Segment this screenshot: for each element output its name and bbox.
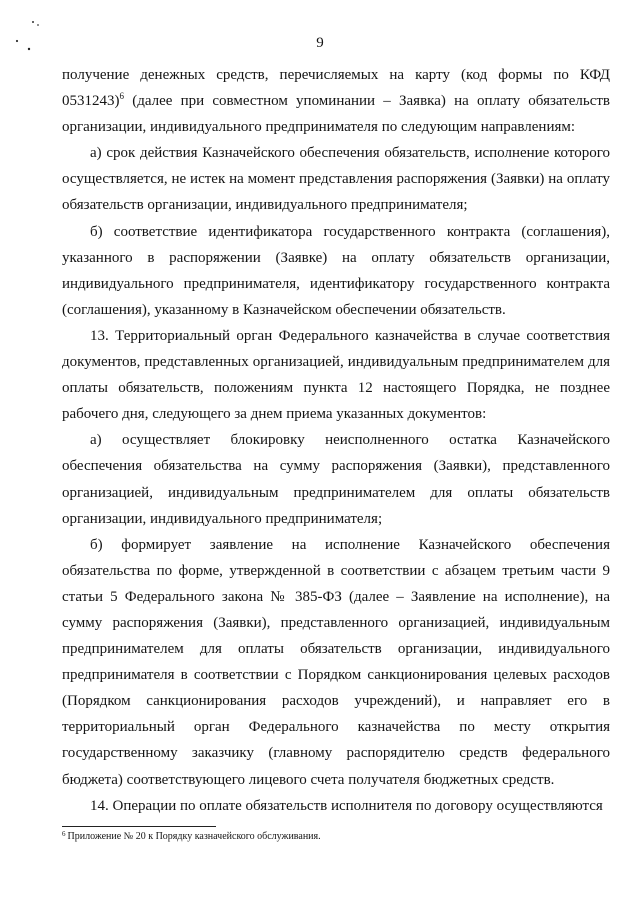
- paragraph-intro: [62, 62, 610, 140]
- document-body: [62, 62, 610, 819]
- paragraph-item-a-term: а) срок действия Казначейского обеспечения обязательств, исполнение которого осуществляется, не истек на момент представления распоряжения (Заявки) на оплату обязательств организации, индивидуального предпринимателя;: [62, 145, 610, 214]
- footnote-text: Приложение № 20 к Порядку казначейского обслуживания.: [67, 831, 321, 842]
- footnote-reference: 6: [119, 91, 124, 102]
- paragraph-item-b-identifier: б) соответствие идентификатора государственного контракта (соглашения), указанного в распоряжении (Заявке) на оплату обязательств организации, индивидуального предпринимателя, идентификатору государственного контракта (соглашения), указанному в Казначейском обеспечении обязательств.: [62, 223, 610, 318]
- paragraph-intro-continuation: (далее при совместном упоминании – Заявка) на оплату обязательств организации, индивидуального предпринимателя по следующим направлениям:: [62, 93, 610, 136]
- paragraph-item-b-application: б) формирует заявление на исполнение Казначейского обеспечения обязательства по форме, утвержденной в соответствии с абзацем третьим части 9 статьи 5 Федерального закона № 385-ФЗ (далее – Заявление на исполнение), на сумму распоряжения (Заявки), представленного организацией, индивидуальным предпринимателем для оплаты обязательств организации, индивидуального предпринимателя в соответствии с Порядком санкционирования целевых расходов (Порядком санкционирования расходов учреждений), и направляет его в территориальный орган Федерального казначейства по месту открытия государственному заказчику (главному распорядителю средств федерального бюджета) соответствующего лицевого счета получателя бюджетных средств.: [62, 536, 610, 788]
- page-number: 9: [316, 35, 324, 51]
- footnote-marker: 6: [62, 830, 66, 838]
- paragraph-section-13: 13. Территориальный орган Федерального казначейства в случае соответствия документов, представленных организацией, индивидуальным предпринимателем для оплаты обязательств, положениям пункта 12 настоящего Порядка, не позднее рабочего дня, следующего за днем приема указанных документов:: [62, 327, 610, 423]
- paragraph-intro-text: получение денежных средств, перечисляемых на карту (код формы по КФД 0531243): [62, 67, 610, 110]
- footnote-divider: [62, 826, 216, 827]
- paragraph-item-a-blocking: а) осуществляет блокировку неисполненного остатка Казначейского обеспечения обязательства на сумму распоряжения (Заявки), представленного организацией, индивидуальным предпринимателем для оплаты обязательств организации, индивидуального предпринимателя;: [62, 432, 610, 527]
- footnote: [62, 830, 610, 844]
- paragraph-section-14: 14. Операции по оплате обязательств исполнителя по договору осуществляются: [90, 797, 603, 814]
